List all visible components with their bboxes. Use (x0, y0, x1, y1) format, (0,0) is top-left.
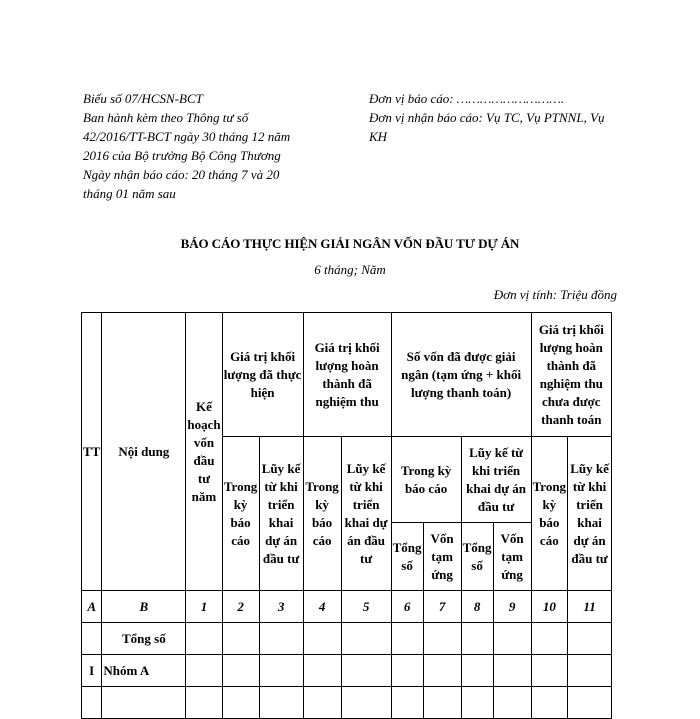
column-code: 10 (531, 591, 567, 623)
column-code: 2 (222, 591, 259, 623)
header-performed-cumulative: Lũy kế từ khi triển khai dự án đầu tư (259, 437, 303, 591)
unit-of-measure: Đơn vị tính: Triệu đồng (493, 287, 617, 302)
column-code: B (102, 591, 186, 623)
form-number: Biểu số 07/HCSN-BCT (83, 91, 203, 106)
row-label: Tổng số (102, 623, 186, 655)
row-label: Nhóm A (102, 655, 186, 687)
report-table (81, 312, 612, 719)
table-row (82, 655, 612, 687)
issued-by-line-1: Ban hành kèm theo Thông tư số (83, 110, 249, 125)
header-period-advance: Vốn tạm ứng (423, 523, 461, 591)
report-title: BÁO CÁO THỰC HIỆN GIẢI NGÂN VỐN ĐẦU TƯ DỰ ÁN (180, 236, 520, 251)
issued-by-line-3: 2016 của Bộ trưởng Bộ Công Thương (83, 148, 281, 163)
table-row (82, 687, 612, 719)
header-plan: Kế hoạch vốn đầu tư năm (186, 313, 222, 591)
header-tt: TT (82, 313, 102, 591)
header-content: Nội dung (102, 313, 186, 591)
header-left (83, 89, 323, 203)
header-cumulative-total: Tổng số (461, 523, 493, 591)
header-accepted-period: Trong kỳ báo cáo (303, 437, 341, 591)
header-period-total: Tổng số (391, 523, 423, 591)
row-tt: I (82, 655, 102, 687)
row-label (102, 687, 186, 719)
receiving-unit: Đơn vị nhận báo cáo: Vụ TC, Vụ PTNNL, Vụ KH (369, 110, 605, 144)
receive-date-line-1: Ngày nhận báo cáo: 20 tháng 7 và 20 (83, 167, 280, 182)
column-code: 9 (493, 591, 531, 623)
column-code: 1 (186, 591, 222, 623)
table-row (82, 623, 612, 655)
column-code: 11 (568, 591, 612, 623)
header-right (369, 89, 629, 146)
header-disbursed-capital: Số vốn đã được giải ngân (tạm ứng + khối lượng thanh toán) (391, 313, 531, 437)
header-disbursed-cumulative: Lũy kế từ khi triển khai dự án đầu tư (461, 437, 531, 523)
report-period: 6 tháng; Năm (314, 262, 386, 277)
row-tt (82, 623, 102, 655)
column-code: 3 (259, 591, 303, 623)
column-code: A (82, 591, 102, 623)
header-value-accepted: Giá trị khối lượng hoàn thành đã nghiệm thu (303, 313, 391, 437)
receive-date-line-2: tháng 01 năm sau (83, 186, 176, 201)
row-tt (82, 687, 102, 719)
header-cumulative-advance: Vốn tạm ứng (493, 523, 531, 591)
header-unpaid-period: Trong kỳ báo cáo (531, 437, 567, 591)
header-accepted-cumulative: Lũy kế từ khi triển khai dự án đầu tư (341, 437, 391, 591)
header-disbursed-period: Trong kỳ báo cáo (391, 437, 461, 523)
column-code: 8 (461, 591, 493, 623)
header-value-unpaid: Giá trị khối lượng hoàn thành đã nghiệm thu chưa được thanh toán (531, 313, 611, 437)
header-value-performed: Giá trị khối lượng đã thực hiện (222, 313, 303, 437)
header-unpaid-cumulative: Lũy kế từ khi triển khai dự án đầu tư (568, 437, 612, 591)
column-code: 5 (341, 591, 391, 623)
column-code: 6 (391, 591, 423, 623)
column-code: 4 (303, 591, 341, 623)
reporting-unit: Đơn vị báo cáo: ………………………. (369, 91, 565, 106)
column-code: 7 (423, 591, 461, 623)
issued-by-line-2: 42/2016/TT-BCT ngày 30 tháng 12 năm (83, 129, 291, 144)
header-performed-period: Trong kỳ báo cáo (222, 437, 259, 591)
